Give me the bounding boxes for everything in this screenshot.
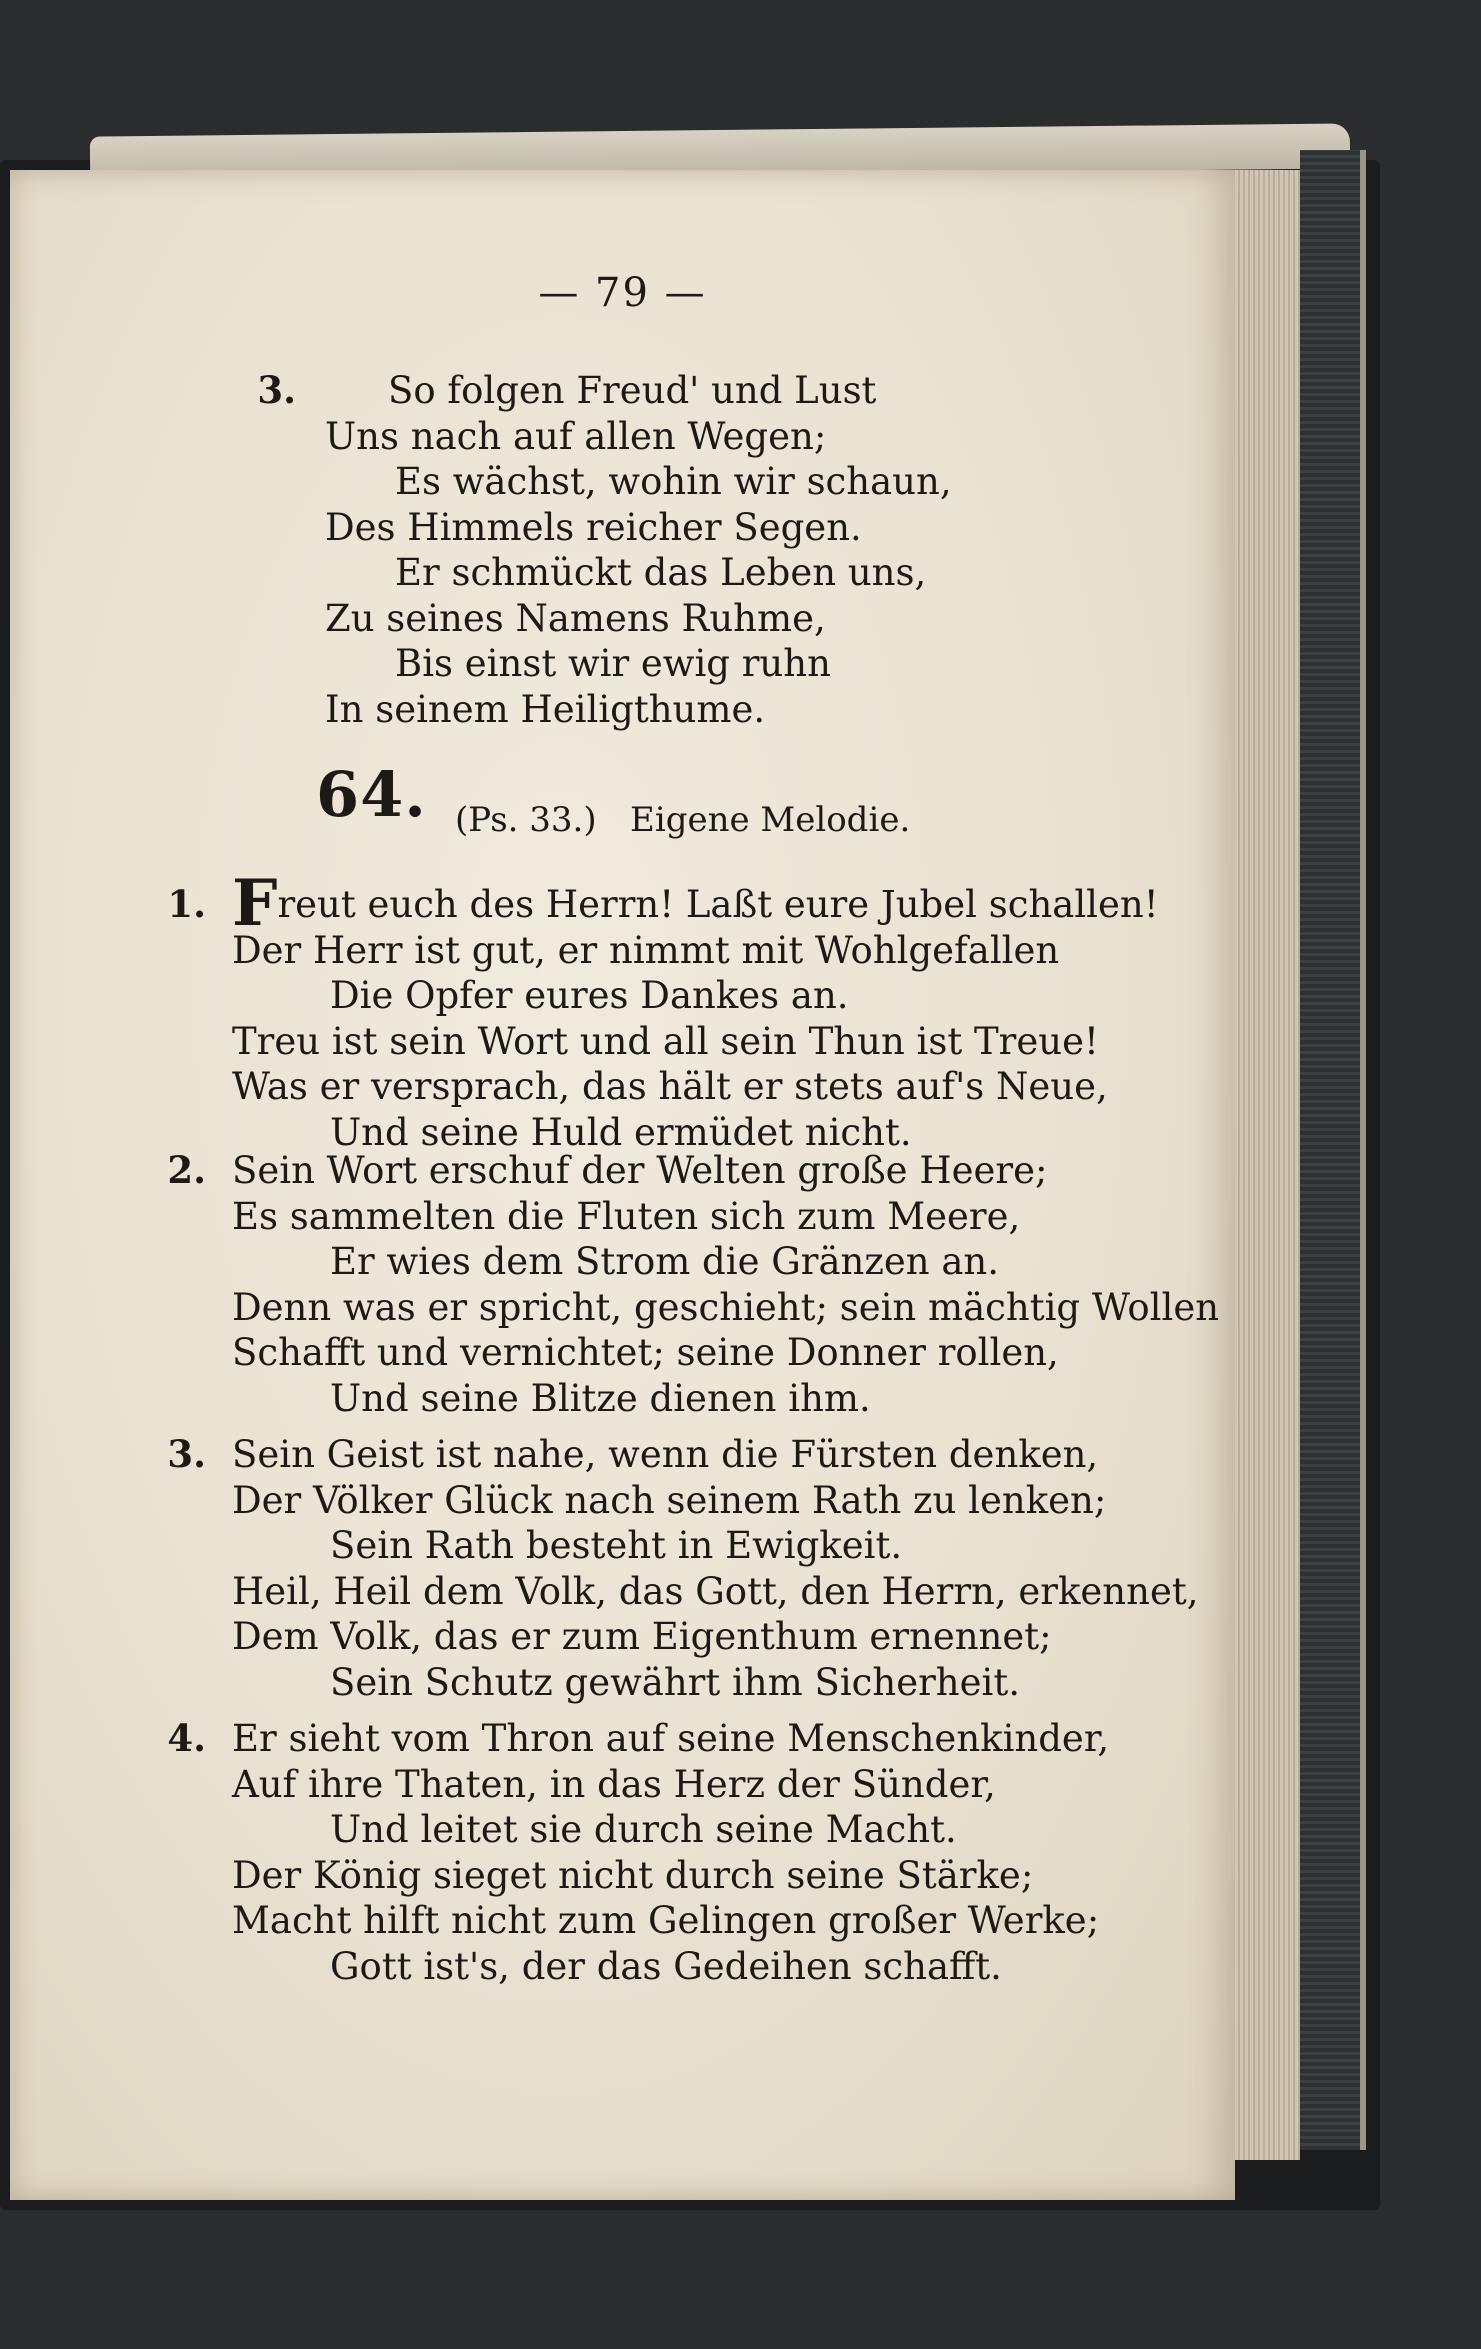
prev-stanza: [10, 368, 1235, 732]
verse-text: Macht hilft nicht zum Gelingen großer Werke;: [232, 1899, 1100, 1942]
hymn-stanza-3: [10, 1432, 1235, 1705]
verse-text: Der König sieget nicht durch seine Stärke;: [232, 1853, 1034, 1897]
verse-line: [10, 1478, 1235, 1524]
verse-text: Schafft und vernichtet; seine Donner rollen,: [232, 1331, 1059, 1374]
verse-line: [10, 1064, 1235, 1110]
verse-line: [10, 1853, 1235, 1899]
stanza-number: 1.: [167, 882, 206, 926]
verse-text: Und seine Huld ermüdet nicht.: [330, 1110, 912, 1154]
verse-text: Uns nach auf allen Wegen;: [325, 414, 827, 458]
verse-line: [10, 866, 1235, 941]
verse-text: Zu seines Namens Ruhme,: [325, 596, 826, 640]
verse-line: [10, 550, 1235, 596]
verse-line: [10, 1944, 1235, 1990]
verse-line: [10, 596, 1235, 642]
verse-line: [10, 1432, 1235, 1478]
verse-text: Auf ihre Thaten, in das Herz der Sünder,: [232, 1762, 996, 1806]
verse-line: [10, 1376, 1235, 1422]
verse-line: [10, 1285, 1235, 1331]
verse-text-rest: reut euch des Herrn! Laßt eure Jubel schallen!: [277, 883, 1159, 926]
verse-text: In seinem Heiligthume.: [325, 687, 766, 731]
verse-text: Dem Volk, das er zum Eigenthum ernennet;: [232, 1615, 1052, 1658]
verse-text: Die Opfer eures Dankes an.: [330, 974, 849, 1017]
verse-line: [10, 687, 1235, 733]
verse-line: [10, 1239, 1235, 1285]
drop-cap: F: [232, 866, 278, 941]
verse-text: Es sammelten die Fluten sich zum Meere,: [232, 1194, 1021, 1238]
melody-note: Eigene Melodie.: [630, 800, 911, 840]
verse-text: Es wächst, wohin wir schaun,: [395, 460, 952, 503]
verse-line: [10, 1716, 1235, 1762]
verse-text: Sein Wort erschuf der Welten große Heere;: [232, 1149, 1048, 1192]
verse-text: Er wies dem Strom die Gränzen an.: [330, 1240, 999, 1283]
verse-text: Und seine Blitze dienen ihm.: [330, 1376, 871, 1420]
verse-text: Und leitet sie durch seine Macht.: [330, 1808, 957, 1851]
page-number: — 79 —: [538, 270, 707, 316]
stanza-number: 3.: [257, 368, 296, 412]
verse-line: [10, 1660, 1235, 1706]
psalm-reference: (Ps. 33.): [455, 800, 597, 840]
hymn-header: [10, 758, 1235, 848]
verse-text: Bis einst wir ewig ruhn: [395, 642, 831, 685]
hymn-number: 64.: [316, 758, 427, 831]
verse-line: [10, 1194, 1235, 1240]
verse-line: [10, 1898, 1235, 1944]
verse-line: [10, 1614, 1235, 1660]
book-spine-edge: [1300, 150, 1366, 2150]
verse-line: [10, 1762, 1235, 1808]
verse-line: [10, 414, 1235, 460]
verse-text: So folgen Freud' und Lust: [388, 369, 877, 412]
verse-text: Sein Schutz gewährt ihm Sicherheit.: [330, 1660, 1020, 1704]
hymn-stanza-4: [10, 1716, 1235, 1989]
verse-text: Er schmückt das Leben uns,: [395, 551, 927, 594]
verse-text: Er sieht vom Thron auf seine Menschenkinder,: [232, 1717, 1110, 1760]
verse-text: Sein Rath besteht in Ewigkeit.: [330, 1524, 903, 1567]
verse-text: Treu ist sein Wort und all sein Thun ist Treue!: [232, 1019, 1099, 1063]
stanza-number: 2.: [167, 1148, 206, 1192]
verse-text: Sein Geist ist nahe, wenn die Fürsten denken,: [232, 1433, 1099, 1476]
verse-text: [232, 866, 1159, 941]
verse-text: Was er versprach, das hält er stets auf's Neue,: [232, 1065, 1108, 1108]
verse-line: [10, 973, 1235, 1019]
verse-text: Der Völker Glück nach seinem Rath zu lenken;: [232, 1478, 1107, 1522]
verse-line: [10, 1330, 1235, 1376]
verse-text: Heil, Heil dem Volk, das Gott, den Herrn, erkennet,: [232, 1569, 1199, 1613]
verse-text: Der Herr ist gut, er nimmt mit Wohlgefallen: [232, 928, 1060, 972]
page-stack-edge: [1230, 170, 1300, 2160]
verse-line: [10, 1148, 1235, 1194]
verse-line: [10, 459, 1235, 505]
hymn-stanza-2: [10, 1148, 1235, 1421]
verse-text: Des Himmels reicher Segen.: [325, 505, 862, 549]
hymn-stanza-1: [10, 866, 1235, 1155]
verse-text: Gott ist's, der das Gedeihen schafft.: [330, 1944, 1002, 1988]
verse-text: Denn was er spricht, geschieht; sein mächtig Wollen: [232, 1285, 1220, 1329]
verse-line: [10, 928, 1235, 974]
verse-line: [10, 1807, 1235, 1853]
verse-line: [10, 505, 1235, 551]
book-page: [10, 170, 1235, 2200]
verse-line: [10, 1569, 1235, 1615]
stanza-number: 4.: [167, 1716, 206, 1760]
verse-line: [10, 641, 1235, 687]
verse-line: [10, 368, 1235, 414]
stanza-number: 3.: [167, 1432, 206, 1476]
verse-line: [10, 1019, 1235, 1065]
verse-line: [10, 1523, 1235, 1569]
